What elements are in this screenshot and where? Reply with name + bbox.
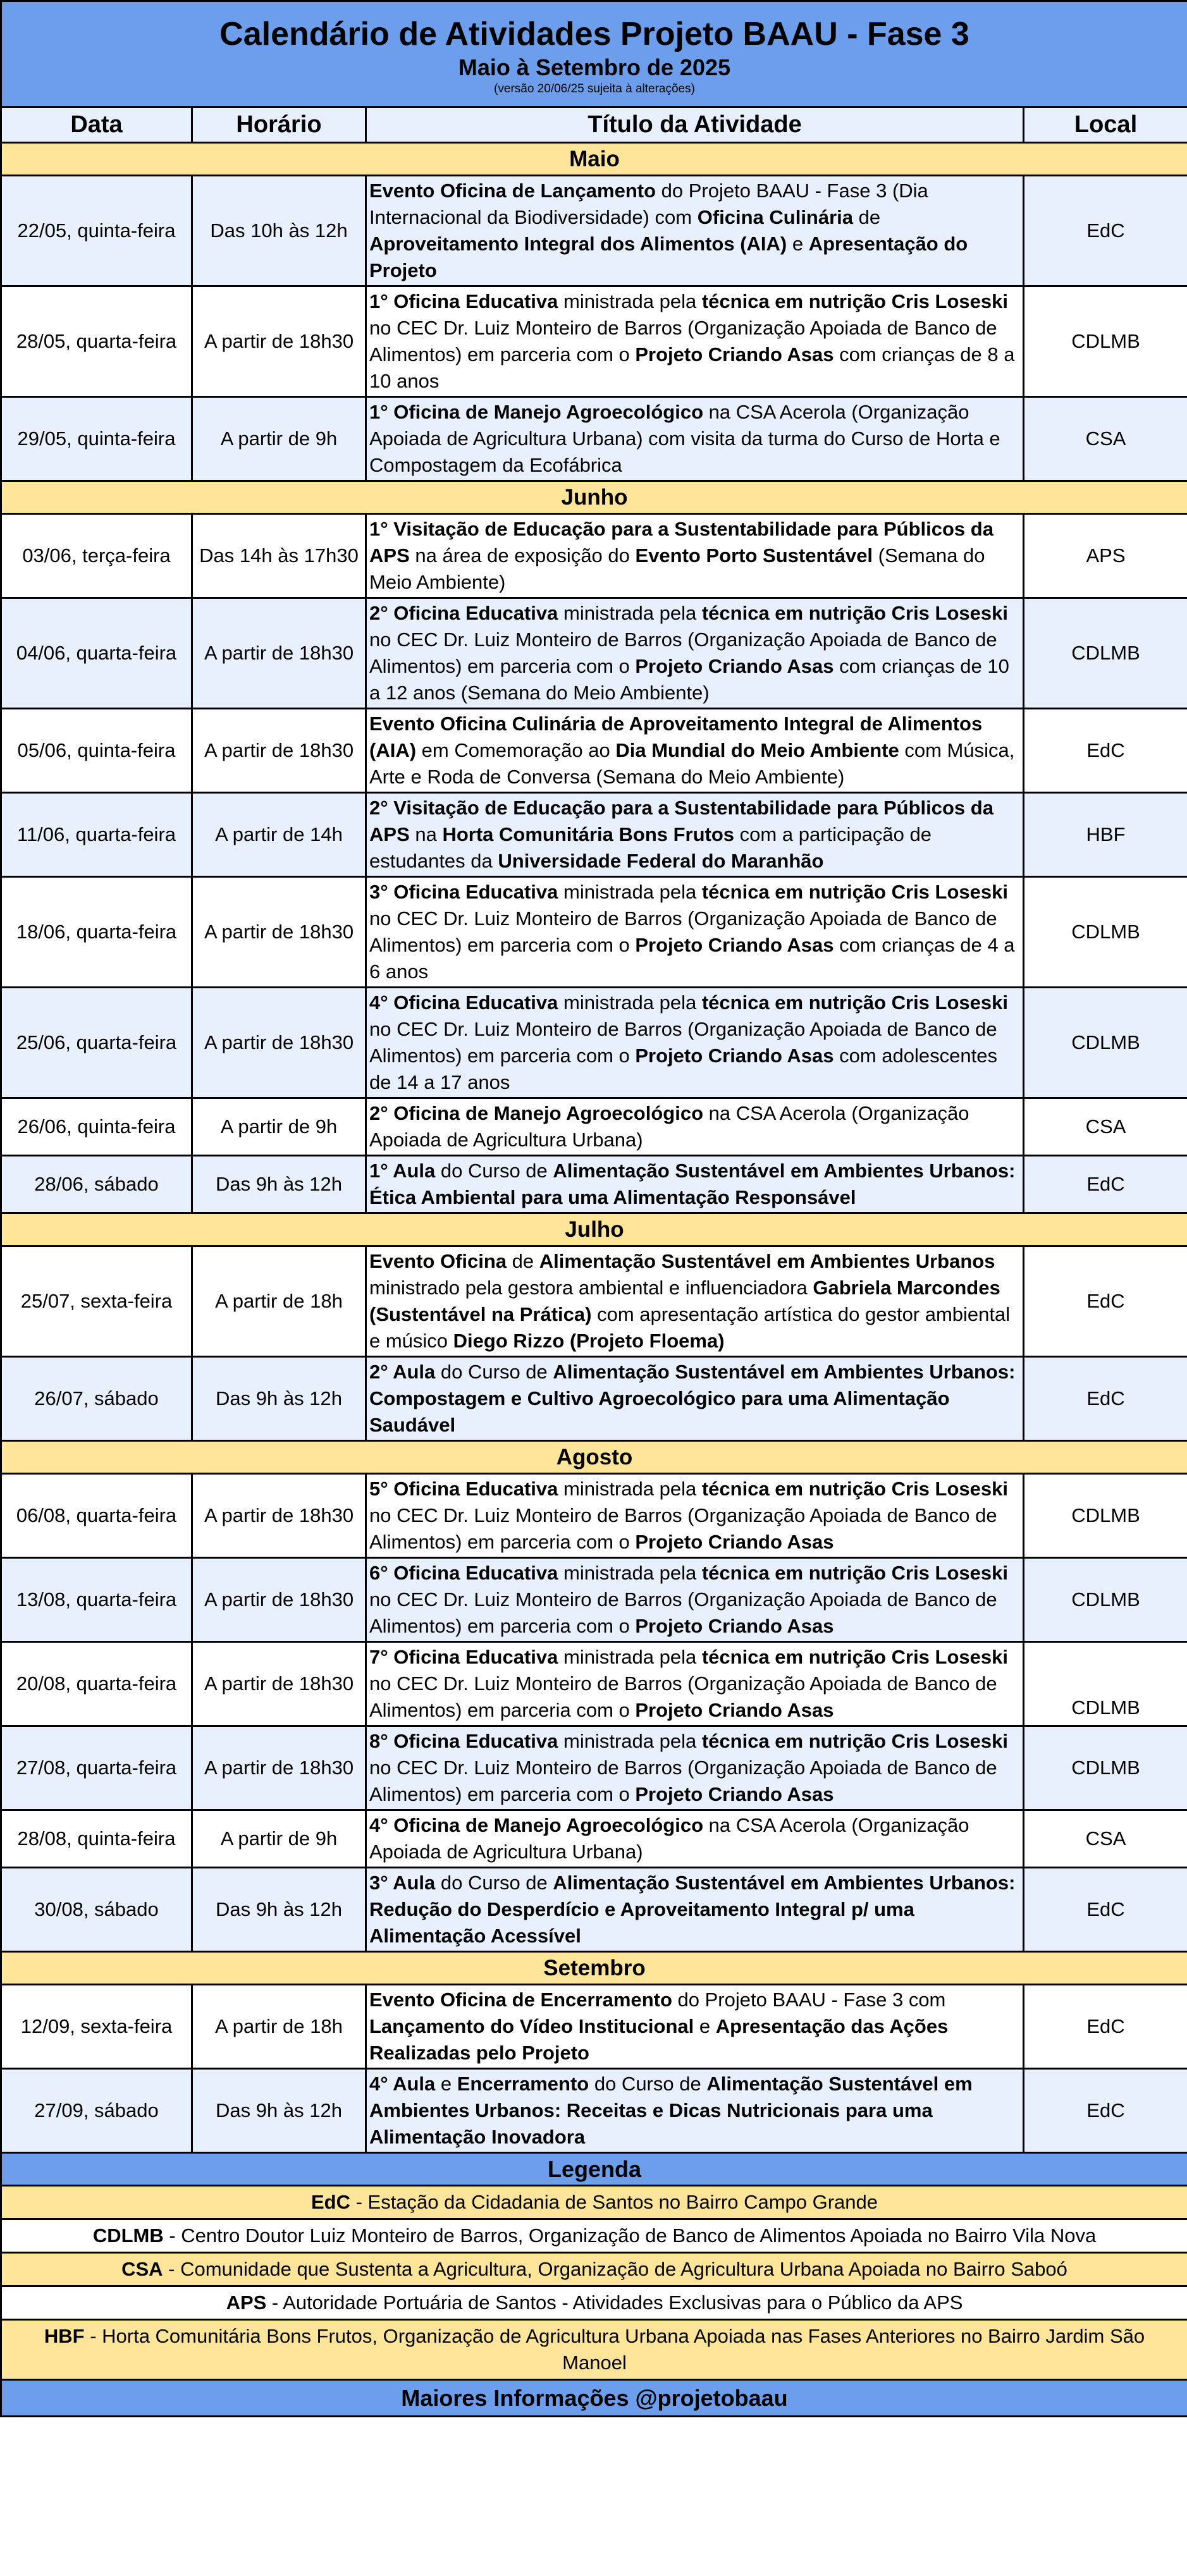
event-title-bold: técnica em nutrição Cris Loseski (701, 1646, 1008, 1668)
event-title (366, 514, 1024, 598)
event-title-text: do Curso de (435, 1160, 553, 1182)
legend-item (1, 2219, 1187, 2253)
event-row (1, 598, 1187, 709)
event-date: 28/06, sábado (1, 1156, 192, 1213)
event-date: 27/09, sábado (1, 2069, 192, 2153)
event-title-text: com crianças de 10 a 12 anos (Semana do Meio Ambiente) (369, 655, 1009, 704)
event-place: EdC (1024, 1246, 1187, 1357)
event-place: EdC (1024, 176, 1187, 286)
event-title-bold: técnica em nutrição Cris Loseski (701, 1562, 1008, 1584)
event-title-text: do Projeto BAAU - Fase 3 com (672, 1989, 946, 2011)
event-title-text: e (787, 233, 809, 255)
event-title-bold: 4° Oficina Educativa (369, 991, 558, 1014)
event-title-text: de (507, 1250, 539, 1272)
event-place: CDLMB (1024, 1642, 1187, 1726)
event-title-bold: Evento Oficina (369, 1250, 507, 1272)
event-title-text: na CSA Acerola (Organização Apoiada de Agricultura Urbana) com visita da turma do Curso de Horta e Compostagem da Ecofábrica (369, 401, 1000, 476)
event-title (366, 1098, 1024, 1156)
legend-row (1, 2219, 1187, 2253)
event-title-text: no CEC Dr. Luiz Monteiro de Barros (Organização Apoiada de Banco de Alimentos) em parceria com o (369, 629, 997, 677)
event-date: 12/09, sexta-feira (1, 1985, 192, 2069)
event-title-bold: Projeto Criando Asas (635, 1699, 834, 1721)
event-title-bold: Diego Rizzo (Projeto Floema) (453, 1330, 725, 1352)
month-row (1, 1952, 1187, 1985)
event-title-bold: técnica em nutrição Cris Loseski (701, 991, 1008, 1014)
event-title (366, 1357, 1024, 1441)
legend-row (1, 2186, 1187, 2219)
legend-abbreviation: APS (226, 2291, 267, 2314)
event-title-text: na CSA Acerola (Organização Apoiada de Agricultura Urbana) (369, 1102, 969, 1151)
column-header-place: Local (1024, 107, 1187, 143)
legend-item (1, 2186, 1187, 2219)
event-title (366, 1474, 1024, 1558)
event-row (1, 709, 1187, 793)
event-place: EdC (1024, 709, 1187, 793)
event-place: CSA (1024, 1810, 1187, 1868)
event-time: Das 10h às 12h (192, 176, 366, 286)
column-header-date: Data (1, 107, 192, 143)
event-title-bold: 1° Oficina Educativa (369, 290, 558, 312)
event-row (1, 1098, 1187, 1156)
event-title-text: no CEC Dr. Luiz Monteiro de Barros (Organização Apoiada de Banco de Alimentos) em parceria com o (369, 317, 997, 365)
event-title (366, 1156, 1024, 1213)
event-title (366, 1246, 1024, 1357)
event-date: 26/06, quinta-feira (1, 1098, 192, 1156)
event-title (366, 598, 1024, 709)
column-header-title: Título da Atividade (366, 107, 1024, 143)
event-row (1, 1246, 1187, 1357)
event-title-bold: Aproveitamento Integral dos Alimentos (AIA) (369, 233, 787, 255)
event-title-bold: Evento Oficina de Encerramento (369, 1989, 672, 2011)
event-title-text: ministrada pela (558, 881, 702, 903)
event-time: A partir de 14h (192, 793, 366, 877)
legend-abbreviation: CSA (121, 2258, 163, 2280)
event-row (1, 1156, 1187, 1213)
event-time: Das 9h às 12h (192, 1357, 366, 1441)
event-title-bold: Apresentação do Projeto (369, 233, 968, 281)
event-title-text: no CEC Dr. Luiz Monteiro de Barros (Organização Apoiada de Banco de Alimentos) em parceria com o (369, 1588, 997, 1637)
legend-body (1, 2153, 1187, 2380)
event-title-text: com adolescentes de 14 a 17 anos (369, 1045, 997, 1093)
event-time: A partir de 18h30 (192, 1474, 366, 1558)
event-title-bold: 8° Oficina Educativa (369, 1730, 558, 1752)
header-block (1, 1, 1187, 107)
month-label: Setembro (1, 1952, 1187, 1985)
event-time: A partir de 18h30 (192, 709, 366, 793)
month-label: Julho (1, 1213, 1187, 1246)
event-title-bold: 2° Aula (369, 1361, 436, 1383)
event-title-text: do Curso de (589, 2073, 707, 2095)
event-title (366, 1642, 1024, 1726)
event-row (1, 1868, 1187, 1952)
event-place: CDLMB (1024, 988, 1187, 1098)
event-title-bold: 3° Aula (369, 1872, 436, 1894)
event-title-text: do Curso de (435, 1872, 553, 1894)
month-label: Junho (1, 481, 1187, 514)
event-row (1, 1726, 1187, 1810)
event-title-bold: Alimentação Sustentável em Ambientes Urbanos: Redução do Desperdício e Aproveitamento Integral p/ uma Alimentação Acessível (369, 1872, 1016, 1947)
event-title (366, 2069, 1024, 2153)
event-place: CDLMB (1024, 286, 1187, 397)
event-title-bold: Projeto Criando Asas (635, 655, 834, 677)
legend-description: - Comunidade que Sustenta a Agricultura, Organização de Agricultura Urbana Apoiada no Bairro Saboó (163, 2258, 1067, 2280)
event-title-bold: 2° Oficina de Manejo Agroecológico (369, 1102, 703, 1124)
legend-description: - Horta Comunitária Bons Frutos, Organização de Agricultura Urbana Apoiada nas Fases Anteriores no Bairro Jardim São Manoel (84, 2325, 1145, 2374)
event-title (366, 1985, 1024, 2069)
event-title-bold: Evento Porto Sustentável (635, 544, 873, 567)
event-title-text: ministrada pela (558, 1478, 702, 1500)
legend-description: - Centro Doutor Luiz Monteiro de Barros, Organização de Banco de Alimentos Apoiada no Bairro Vila Nova (163, 2224, 1097, 2247)
event-row (1, 1985, 1187, 2069)
month-label: Maio (1, 143, 1187, 176)
legend-item (1, 2253, 1187, 2286)
event-time: A partir de 18h30 (192, 988, 366, 1098)
page-subtitle: Maio à Setembro de 2025 (458, 54, 731, 80)
column-header-time: Horário (192, 107, 366, 143)
event-title-bold: 1° Aula (369, 1160, 436, 1182)
event-date: 05/06, quinta-feira (1, 709, 192, 793)
event-title-bold: Apresentação das Ações Realizadas pelo Projeto (369, 2015, 949, 2064)
event-title (366, 1726, 1024, 1810)
event-date: 06/08, quarta-feira (1, 1474, 192, 1558)
legend-abbreviation: EdC (311, 2191, 350, 2213)
event-title-bold: Alimentação Sustentável em Ambientes Urbanos: Ética Ambiental para uma Alimentação Responsável (369, 1160, 1016, 1208)
event-place: CDLMB (1024, 1726, 1187, 1810)
event-row (1, 1357, 1187, 1441)
event-title-bold: 2° Oficina Educativa (369, 602, 558, 624)
event-title-bold: Lançamento do Vídeo Institucional (369, 2015, 694, 2037)
event-row (1, 286, 1187, 397)
event-title-text: com crianças de 8 a 10 anos (369, 343, 1015, 392)
event-title-bold: técnica em nutrição Cris Loseski (701, 881, 1008, 903)
event-place: EdC (1024, 1357, 1187, 1441)
event-date: 18/06, quarta-feira (1, 877, 192, 988)
event-title-bold: técnica em nutrição Cris Loseski (701, 1730, 1008, 1752)
legend-title: Legenda (1, 2153, 1187, 2186)
footer-more-info: Maiores Informações @projetobaau (1, 2380, 1187, 2417)
event-time: Das 9h às 12h (192, 1868, 366, 1952)
event-title-text: no CEC Dr. Luiz Monteiro de Barros (Organização Apoiada de Banco de Alimentos) em parceria com o (369, 907, 997, 956)
event-time: A partir de 18h30 (192, 1642, 366, 1726)
event-title (366, 1558, 1024, 1642)
event-date: 27/08, quarta-feira (1, 1726, 192, 1810)
event-title-bold: Alimentação Sustentável em Ambientes Urbanos: Compostagem e Cultivo Agroecológico para uma Alimentação Saudável (369, 1361, 1016, 1436)
event-place: HBF (1024, 793, 1187, 877)
event-title-bold: Oficina Culinária (697, 206, 854, 228)
event-title-text: ministrada pela (558, 1562, 702, 1584)
event-date: 25/06, quarta-feira (1, 988, 192, 1098)
event-title-text: em Comemoração ao (416, 739, 616, 761)
event-row (1, 1810, 1187, 1868)
event-time: A partir de 9h (192, 1810, 366, 1868)
event-title-text: e (694, 2015, 716, 2037)
event-title-bold: Evento Oficina de Lançamento (369, 180, 656, 202)
legend-description: - Estação da Cidadania de Santos no Bairro Campo Grande (350, 2191, 878, 2213)
event-date: 11/06, quarta-feira (1, 793, 192, 877)
event-date: 28/08, quinta-feira (1, 1810, 192, 1868)
event-place: EdC (1024, 1156, 1187, 1213)
legend-description: - Autoridade Portuária de Santos - Atividades Exclusivas para o Público da APS (266, 2291, 963, 2314)
event-title-bold: 4° Aula (369, 2073, 436, 2095)
event-title (366, 397, 1024, 481)
event-title-bold: 6° Oficina Educativa (369, 1562, 558, 1584)
event-row (1, 397, 1187, 481)
event-title-bold: 5° Oficina Educativa (369, 1478, 558, 1500)
event-title-text: no CEC Dr. Luiz Monteiro de Barros (Organização Apoiada de Banco de Alimentos) em parceria com o (369, 1018, 997, 1067)
event-time: Das 9h às 12h (192, 1156, 366, 1213)
event-time: A partir de 9h (192, 1098, 366, 1156)
event-title-text: na CSA Acerola (Organização Apoiada de Agricultura Urbana) (369, 1814, 969, 1863)
event-place: CDLMB (1024, 1474, 1187, 1558)
event-title-bold: Alimentação Sustentável em Ambientes Urbanos (539, 1250, 995, 1272)
event-title-bold: 4° Oficina de Manejo Agroecológico (369, 1814, 703, 1836)
version-note: (versão 20/06/25 sujeita à alterações) (494, 82, 695, 95)
calendar-body (1, 143, 1187, 2153)
event-title-text: na (409, 823, 443, 845)
event-title-text: do Curso de (435, 1361, 553, 1383)
event-title-bold: Alimentação Sustentável em Ambientes Urbanos: Receitas e Dicas Nutricionais para uma Alimentação Inovadora (369, 2073, 973, 2148)
event-title-text: ministrada pela (558, 602, 702, 624)
event-title-text: ministrado pela gestora ambiental e influenciadora (369, 1277, 813, 1299)
event-title-bold: Dia Mundial do Meio Ambiente (615, 739, 899, 761)
event-date: 29/05, quinta-feira (1, 397, 192, 481)
event-row (1, 1642, 1187, 1726)
event-row (1, 514, 1187, 598)
event-title-bold: Projeto Criando Asas (635, 1045, 834, 1067)
event-title-bold: Gabriela Marcondes (Sustentável na Prática) (369, 1277, 1000, 1325)
event-title (366, 793, 1024, 877)
event-time: A partir de 18h (192, 1985, 366, 2069)
event-place: CSA (1024, 1098, 1187, 1156)
event-title-bold: técnica em nutrição Cris Loseski (701, 290, 1008, 312)
month-row (1, 1213, 1187, 1246)
event-title (366, 877, 1024, 988)
event-row (1, 1474, 1187, 1558)
event-row (1, 176, 1187, 286)
event-title-bold: Evento Oficina Culinária de Aproveitamento Integral de Alimentos (AIA) (369, 713, 983, 761)
event-time: A partir de 18h30 (192, 598, 366, 709)
event-title-text: ministrada pela (558, 1730, 702, 1752)
event-row (1, 2069, 1187, 2153)
event-row (1, 1558, 1187, 1642)
event-title-bold: 1° Visitação de Educação para a Sustentabilidade para Públicos da APS (369, 518, 993, 567)
event-title (366, 1868, 1024, 1952)
event-title-bold: Universidade Federal do Maranhão (498, 850, 824, 872)
event-title-text: no CEC Dr. Luiz Monteiro de Barros (Organização Apoiada de Banco de Alimentos) em parceria com o (369, 1672, 997, 1721)
legend-row (1, 2320, 1187, 2380)
event-date: 26/07, sábado (1, 1357, 192, 1441)
event-title-text: (Semana do Meio Ambiente) (369, 544, 985, 593)
event-title-bold: 7° Oficina Educativa (369, 1646, 558, 1668)
event-title-text: com crianças de 4 a 6 anos (369, 934, 1015, 983)
event-time: Das 9h às 12h (192, 2069, 366, 2153)
event-date: 03/06, terça-feira (1, 514, 192, 598)
event-title (366, 1810, 1024, 1868)
event-row (1, 877, 1187, 988)
event-title-bold: Projeto Criando Asas (635, 1783, 834, 1805)
event-title-bold: 3° Oficina Educativa (369, 881, 558, 903)
event-title-bold: Encerramento (457, 2073, 589, 2095)
event-date: 28/05, quarta-feira (1, 286, 192, 397)
event-time: A partir de 9h (192, 397, 366, 481)
event-date: 04/06, quarta-feira (1, 598, 192, 709)
event-date: 13/08, quarta-feira (1, 1558, 192, 1642)
event-title-text: no CEC Dr. Luiz Monteiro de Barros (Organização Apoiada de Banco de Alimentos) em parceria com o (369, 1504, 997, 1553)
event-place: CSA (1024, 397, 1187, 481)
event-row (1, 793, 1187, 877)
event-title-bold: Projeto Criando Asas (635, 1615, 834, 1637)
event-place: CDLMB (1024, 1558, 1187, 1642)
event-time: A partir de 18h30 (192, 286, 366, 397)
event-title-bold: 1° Oficina de Manejo Agroecológico (369, 401, 703, 423)
event-title-text: de (853, 206, 881, 228)
event-title-text: com apresentação artística do gestor ambiental e músico (369, 1303, 1011, 1352)
event-title-text: no CEC Dr. Luiz Monteiro de Barros (Organização Apoiada de Banco de Alimentos) em parceria com o (369, 1757, 997, 1805)
event-place: EdC (1024, 1985, 1187, 2069)
event-title-text: ministrada pela (558, 991, 702, 1014)
event-title-text: com a participação de estudantes da (369, 823, 932, 872)
page-title: Calendário de Atividades Projeto BAAU - Fase 3 (219, 15, 969, 52)
event-title-bold: técnica em nutrição Cris Loseski (701, 1478, 1008, 1500)
event-title-bold: Projeto Criando Asas (635, 934, 834, 956)
month-row (1, 481, 1187, 514)
event-place: CDLMB (1024, 598, 1187, 709)
event-date: 22/05, quinta-feira (1, 176, 192, 286)
legend-item (1, 2286, 1187, 2320)
legend-row (1, 2286, 1187, 2320)
event-title-text: do Projeto BAAU - Fase 3 (Dia Internacional da Biodiversidade) com (369, 180, 928, 228)
event-title-text: ministrada pela (558, 1646, 702, 1668)
event-title (366, 286, 1024, 397)
event-time: Das 14h às 17h30 (192, 514, 366, 598)
event-title (366, 709, 1024, 793)
event-title-text: e (435, 2073, 457, 2095)
event-title-bold: Projeto Criando Asas (635, 343, 834, 365)
event-title-text: com Música, Arte e Roda de Conversa (Semana do Meio Ambiente) (369, 739, 1015, 788)
event-title (366, 988, 1024, 1098)
event-title-bold: técnica em nutrição Cris Loseski (701, 602, 1008, 624)
event-place: APS (1024, 514, 1187, 598)
legend-abbreviation: CDLMB (92, 2224, 164, 2247)
event-title-bold: 2° Visitação de Educação para a Sustentabilidade para Públicos da APS (369, 797, 993, 845)
event-date: 25/07, sexta-feira (1, 1246, 192, 1357)
event-date: 20/08, quarta-feira (1, 1642, 192, 1726)
event-title-text: na área de exposição do (409, 544, 636, 567)
event-title-text: ministrada pela (558, 290, 702, 312)
event-row (1, 988, 1187, 1098)
event-time: A partir de 18h30 (192, 1726, 366, 1810)
legend-item (1, 2320, 1187, 2380)
legend-row (1, 2253, 1187, 2286)
month-row (1, 143, 1187, 176)
event-place: EdC (1024, 2069, 1187, 2153)
event-title-bold: Projeto Criando Asas (635, 1531, 834, 1553)
event-time: A partir de 18h30 (192, 1558, 366, 1642)
event-time: A partir de 18h (192, 1246, 366, 1357)
event-title-bold: Horta Comunitária Bons Frutos (442, 823, 735, 845)
event-place: EdC (1024, 1868, 1187, 1952)
event-time: A partir de 18h30 (192, 877, 366, 988)
legend-abbreviation: HBF (44, 2325, 85, 2347)
month-row (1, 1441, 1187, 1474)
month-label: Agosto (1, 1441, 1187, 1474)
event-date: 30/08, sábado (1, 1868, 192, 1952)
event-title (366, 176, 1024, 286)
event-place: CDLMB (1024, 877, 1187, 988)
